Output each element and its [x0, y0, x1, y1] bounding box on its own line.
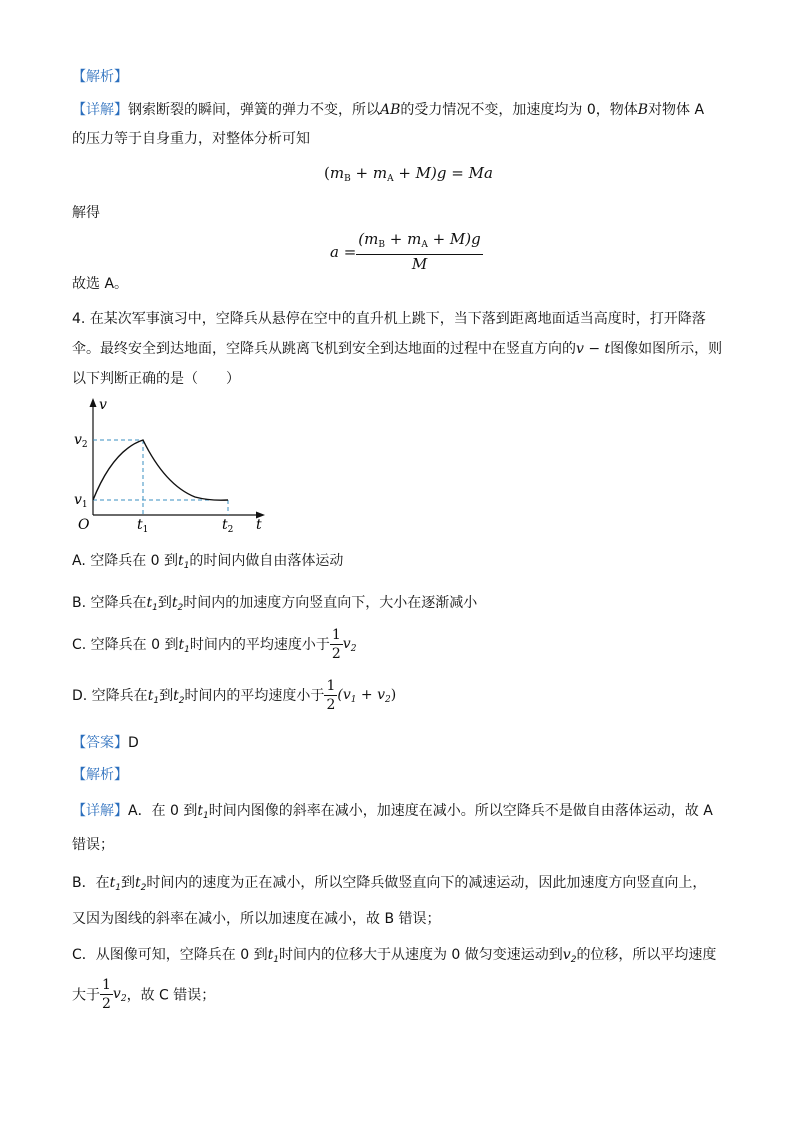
detail-b-line-2: 又因为图线的斜率在减小，所以加速度在减小，故 B 错误； — [72, 911, 441, 927]
detail-line-2: 的压力等于自身重力，对整体分析可知 — [72, 131, 310, 147]
answer-line — [72, 734, 139, 752]
option-c[interactable]: C. 空降兵在 0 到$t_1$时间内的平均速度小于 $\frac{1}{2}$ $v_2$ — [72, 627, 357, 662]
analysis-heading: 【解析】 — [72, 69, 128, 85]
answer-value: D — [128, 735, 139, 751]
t2-label: $t_2$ — [222, 517, 234, 535]
equation-2: a = $\frac{(m_B + m_A + M)g}{M}$ — [330, 230, 481, 273]
v-axis-label: v — [99, 397, 107, 413]
question-line-1: 4. 在某次军事演习中，空降兵从悬停在空中的直升机上跳下，当下落到距离地面适当高度时，打开降落 — [72, 311, 706, 327]
v1-label: $v_1$ — [74, 492, 88, 510]
t1-label: $t_1$ — [137, 517, 149, 535]
detail-b-line-1: B．在$t_1$到$t_2$时间内的速度为正在减小，所以空降兵做竖直向下的减速运动，因此加速度方向竖直向上， — [72, 875, 707, 893]
solve-label: 解得 — [72, 205, 100, 221]
analysis-heading-2: 【解析】 — [72, 767, 128, 783]
detail-a-line-1: 【详解】A．在 0 到$t_1$时间内图像的斜率在减小，加速度在减小。所以空降兵不是做自由落体运动，故 A — [72, 803, 713, 821]
question-line-3: 以下判断正确的是（ ） — [72, 371, 240, 387]
option-b[interactable]: B. 空降兵在$t_1$到$t_2$时间内的加速度方向竖直向下，大小在逐渐减小 — [72, 595, 478, 613]
option-d[interactable]: D. 空降兵在$t_1$到$t_2$时间内的平均速度小于 $\frac{1}{2}$ $(v_1 + v_2)$ — [72, 678, 397, 713]
v-axis-arrow — [90, 398, 97, 407]
origin-label: O — [78, 517, 90, 533]
v2-label: $v_2$ — [74, 432, 88, 450]
choose-line: 故选 A。 — [72, 276, 129, 292]
detail-c-line-2: 大于 $\frac{1}{2}$ $v_2$，故 C 错误； — [72, 977, 216, 1012]
detail-line-1: 【详解】钢索断裂的瞬间，弹簧的弹力不变，所以AB的受力情况不变，加速度均为 0，物体B对物体 A — [72, 102, 705, 118]
question-number: 4. — [72, 311, 86, 327]
detail-heading: 【详解】 — [72, 102, 128, 118]
detail-heading-2: 【详解】 — [72, 803, 128, 819]
vt-graph — [70, 395, 290, 535]
option-a[interactable]: A. 空降兵在 0 到$t_1$的时间内做自由落体运动 — [72, 553, 344, 571]
detail-c-line-1: C．从图像可知，空降兵在 0 到$t_1$时间内的位移大于从速度为 0 做匀变速运动到$v_2$的位移，所以平均速度 — [72, 947, 717, 965]
detail-a-line-2: 错误； — [72, 837, 114, 853]
equation-1: $(m_B + m_A + M)g = Ma$ — [324, 164, 493, 184]
vt-curve — [93, 440, 228, 500]
answer-heading: 【答案】 — [72, 735, 128, 751]
t-axis-label: t — [256, 517, 262, 533]
question-line-2: 伞。最终安全到达地面，空降兵从跳离飞机到安全到达地面的过程中在竖直方向的v − t图像如图所示，则 — [72, 341, 723, 357]
